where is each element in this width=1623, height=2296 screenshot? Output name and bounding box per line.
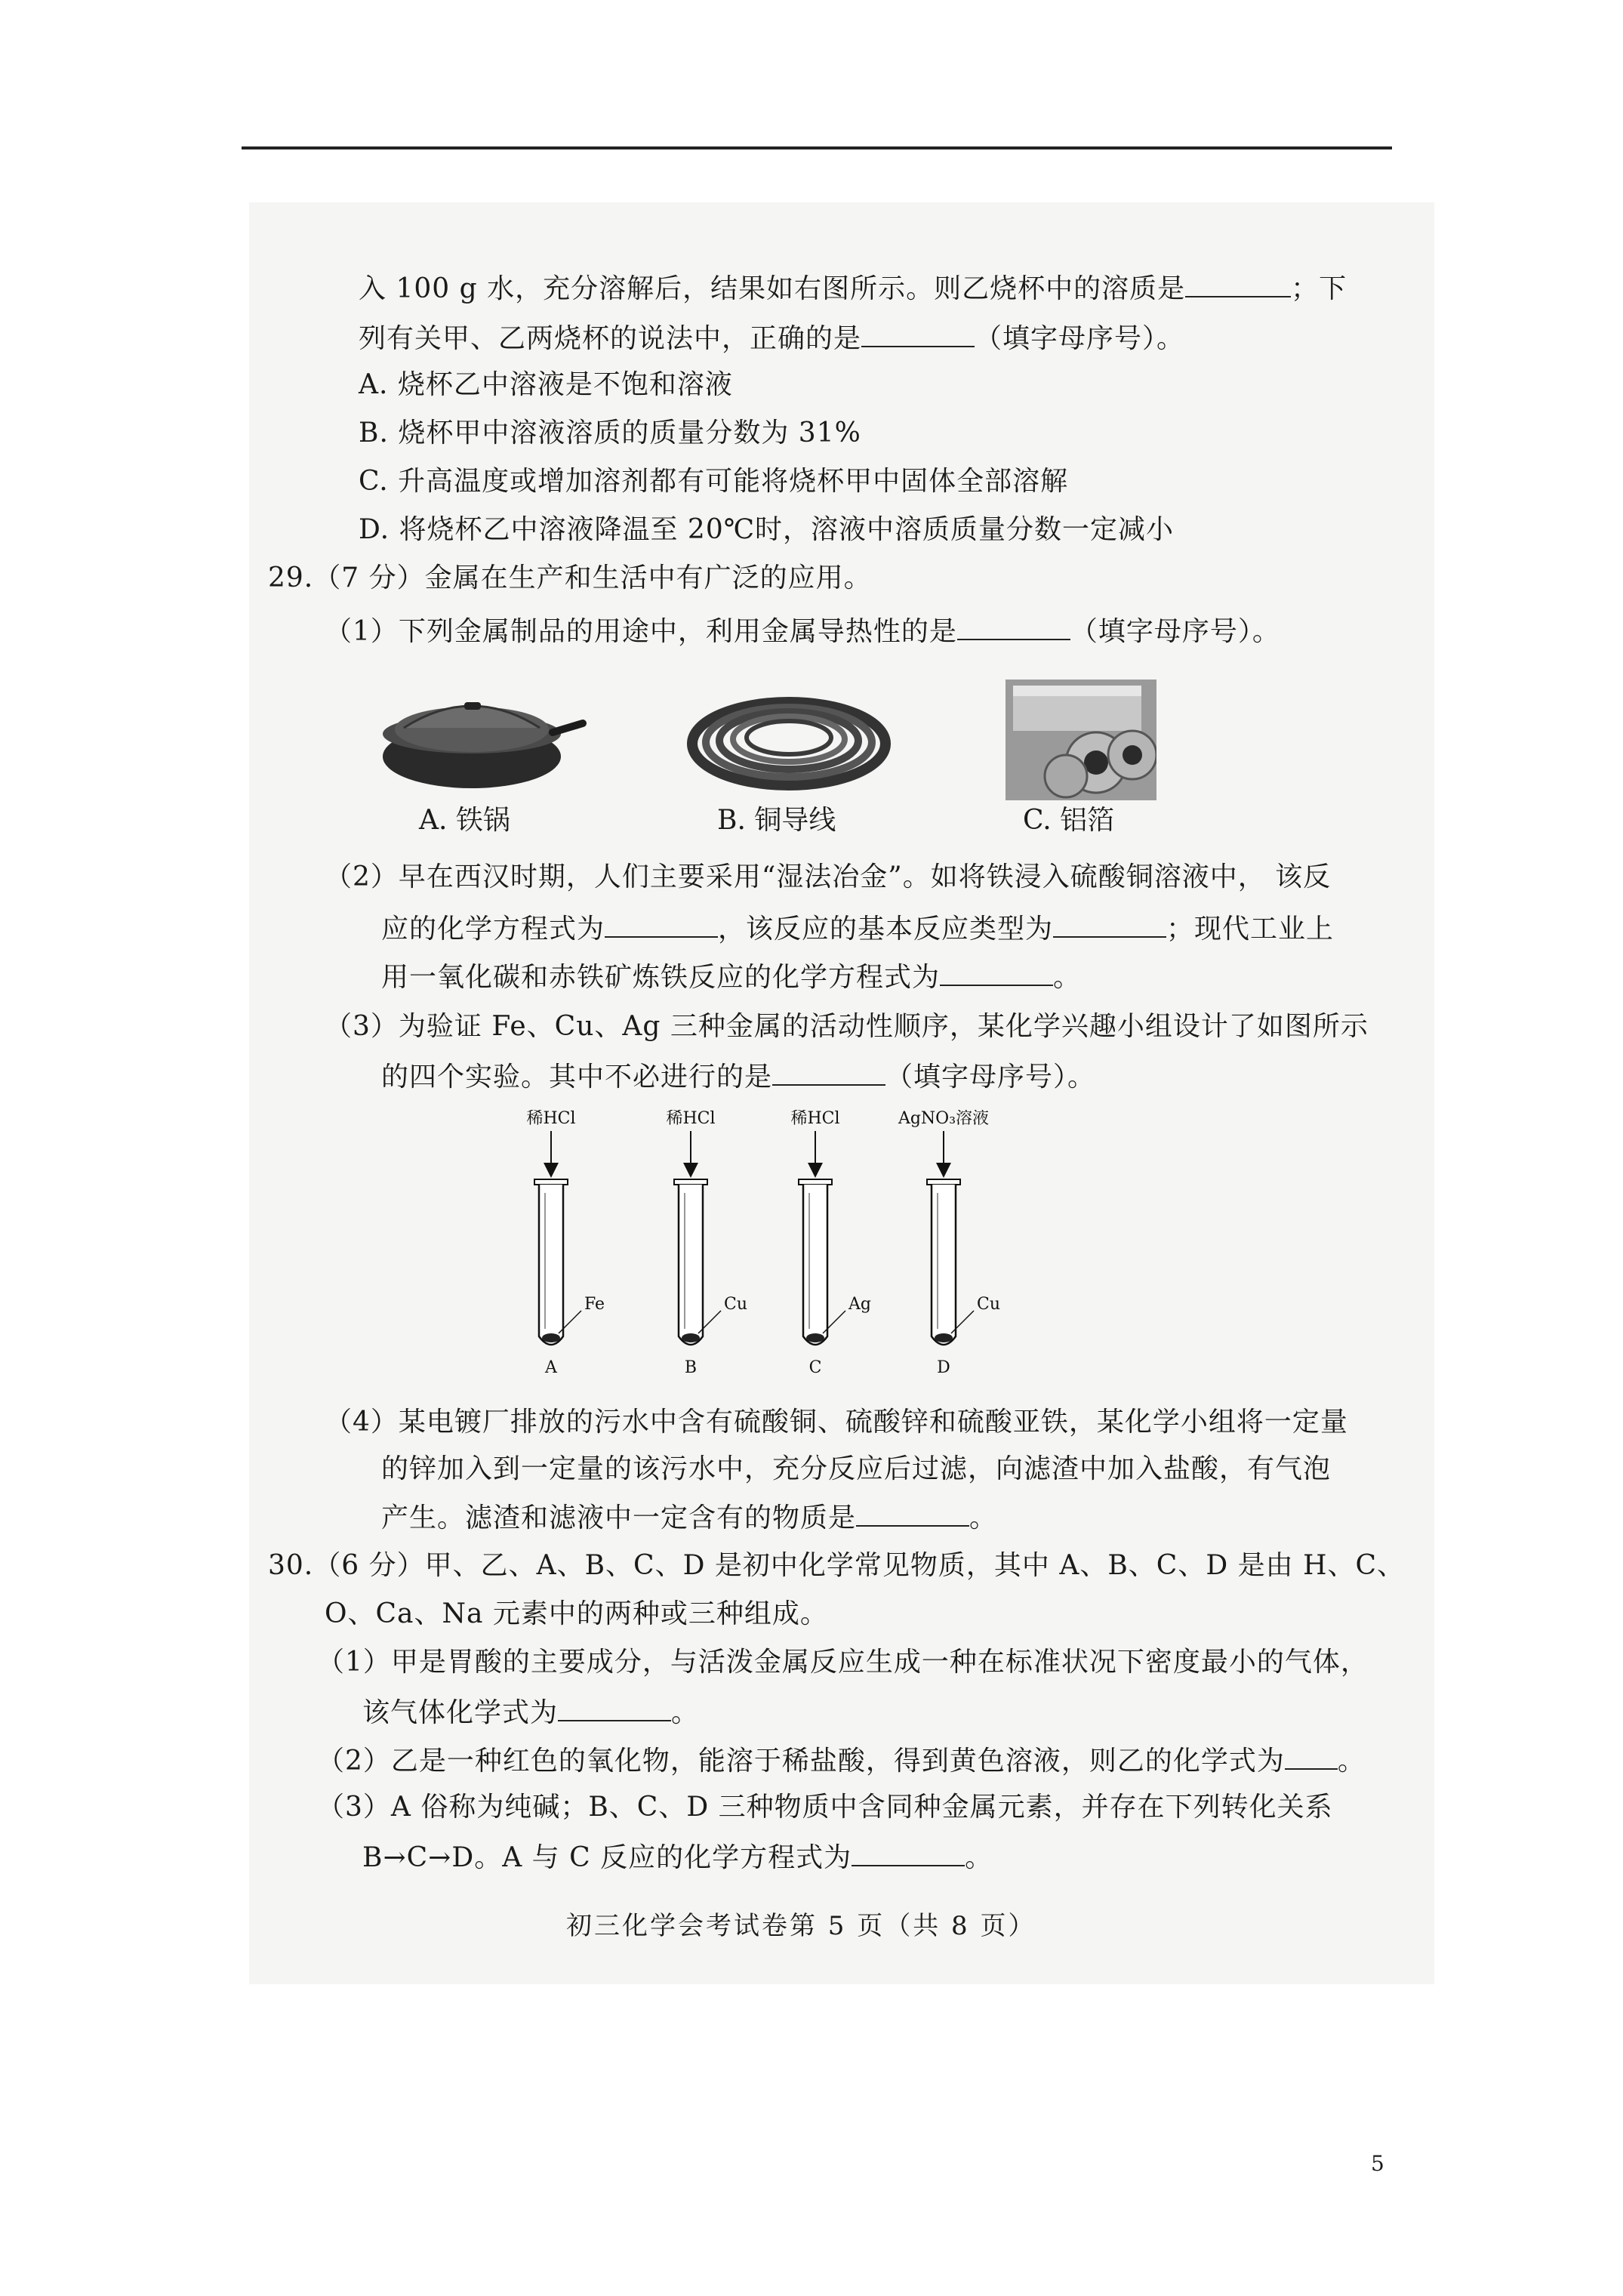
q29-part2-text-c: ；现代工业上 bbox=[1166, 914, 1335, 945]
q30-header-line2: O、Ca、Na 元素中的两种或三种组成。 bbox=[325, 1598, 828, 1629]
tube-metal-label: Cu bbox=[724, 1295, 748, 1314]
q28-line2-text: 列有关甲、乙两烧杯的说法中，正确的是 bbox=[359, 323, 862, 354]
answer-blank[interactable] bbox=[1053, 906, 1166, 938]
q30-part3-text: B→C→D。A 与 C 反应的化学方程式为 bbox=[362, 1842, 852, 1873]
q29-part3-line2 bbox=[381, 1054, 1095, 1099]
metal-sample bbox=[935, 1333, 953, 1342]
answer-blank[interactable] bbox=[772, 1054, 885, 1086]
q29-part4-line3 bbox=[381, 1495, 997, 1539]
q29-part2-text-e: 。 bbox=[1053, 962, 1082, 993]
tube-rim bbox=[927, 1179, 960, 1185]
tube-body bbox=[539, 1185, 563, 1345]
q29-part2-text-d: 用一氧化碳和赤铁矿炼铁反应的化学方程式为 bbox=[381, 962, 941, 993]
header-rule bbox=[242, 146, 1392, 149]
q29-part4-line2: 的锌加入到一定量的该污水中，充分反应后过滤，向滤渣中加入盐酸，有气泡 bbox=[381, 1453, 1332, 1484]
wok-icon bbox=[377, 687, 589, 800]
q29-part2-line2 bbox=[381, 906, 1334, 951]
test-tube-b bbox=[666, 1110, 747, 1377]
q29-part2-text-b: ，该反应的基本反应类型为 bbox=[718, 914, 1054, 945]
q29-part2-line3 bbox=[381, 954, 1081, 999]
q30-part1-text: 该气体化学式为 bbox=[362, 1697, 559, 1728]
q29-part1 bbox=[325, 609, 1280, 653]
tube-metal-label: Cu bbox=[977, 1295, 1001, 1314]
answer-blank[interactable] bbox=[957, 609, 1070, 640]
q28-line1-text: 入 100 g 水，充分溶解后，结果如右图所示。则乙烧杯中的溶质是 bbox=[359, 273, 1186, 304]
tube-metal-label: Ag bbox=[848, 1295, 871, 1314]
answer-blank[interactable] bbox=[1185, 266, 1291, 297]
metal-sample bbox=[542, 1333, 560, 1342]
q29-part4-line1: （4）某电镀厂排放的污水中含有硫酸铜、硫酸锌和硫酸亚铁，某化学小组将一定量 bbox=[325, 1407, 1348, 1438]
q30-part3-line2 bbox=[362, 1835, 993, 1879]
q30-part1-line2 bbox=[362, 1690, 699, 1734]
q29-part4-text: 产生。滤渣和滤液中一定含有的物质是 bbox=[381, 1502, 857, 1533]
tube-body bbox=[679, 1185, 703, 1345]
tube-rim bbox=[674, 1179, 707, 1185]
q28-line1-end: ；下 bbox=[1291, 273, 1347, 304]
q29-part4-end: 。 bbox=[969, 1502, 998, 1533]
tube-reagent-label: 稀HCl bbox=[666, 1110, 716, 1128]
q29-part3-line1: （3）为验证 Fe、Cu、Ag 三种金属的活动性顺序，某化学兴趣小组设计了如图所示 bbox=[325, 1011, 1369, 1042]
q28-option-c: C. 升高温度或增加溶剂都有可能将烧杯甲中固体全部溶解 bbox=[359, 466, 1069, 497]
q29-part1-text: （1）下列金属制品的用途中，利用金属导热性的是 bbox=[325, 616, 957, 647]
tube-body bbox=[803, 1185, 827, 1345]
page-number: 5 bbox=[1371, 2151, 1384, 2176]
tube-reagent-label: AgNO₃溶液 bbox=[898, 1110, 990, 1128]
test-tube-a bbox=[526, 1110, 605, 1377]
q30-part1-end: 。 bbox=[671, 1697, 700, 1728]
image-caption-c: C. 铝箔 bbox=[1023, 805, 1115, 836]
tube-letter-label: A bbox=[545, 1358, 557, 1377]
q30-header-line1: 30.（6 分）甲、乙、A、B、C、D 是初中化学常见物质，其中 A、B、C、D 是由 H、C、 bbox=[268, 1550, 1406, 1581]
test-tube-d bbox=[898, 1110, 1000, 1377]
tube-letter-label: D bbox=[937, 1358, 950, 1377]
q29-part3-end: （填字母序号）。 bbox=[885, 1062, 1096, 1093]
answer-blank[interactable] bbox=[861, 316, 975, 347]
q28-line2-end: （填字母序号）。 bbox=[975, 323, 1185, 354]
test-tube-c bbox=[790, 1110, 871, 1377]
q29-part2-text-a: 应的化学方程式为 bbox=[381, 914, 605, 945]
test-tube-diagram bbox=[521, 1110, 1095, 1382]
tube-metal-label: Fe bbox=[584, 1295, 605, 1314]
tube-rim bbox=[534, 1179, 568, 1185]
q28-option-b: B. 烧杯甲中溶液溶质的质量分数为 31% bbox=[359, 418, 861, 448]
answer-blank[interactable] bbox=[856, 1495, 969, 1527]
q29-header: 29.（7 分）金属在生产和生活中有广泛的应用。 bbox=[268, 562, 872, 593]
image-caption-b: B. 铜导线 bbox=[717, 805, 836, 836]
exam-footer-title: 初三化学会考试卷第 5 页（共 8 页） bbox=[566, 1911, 1036, 1941]
tube-reagent-label: 稀HCl bbox=[790, 1110, 840, 1128]
q28-option-d: D. 将烧杯乙中溶液降温至 20℃时，溶液中溶质质量分数一定减小 bbox=[359, 514, 1174, 545]
q30-part1-line1: （1）甲是胃酸的主要成分，与活泼金属反应生成一种在标准状况下密度最小的气体， bbox=[317, 1647, 1369, 1678]
image-caption-a: A. 铁锅 bbox=[419, 805, 510, 836]
q28-line-2 bbox=[359, 316, 1184, 360]
tube-body bbox=[932, 1185, 956, 1345]
answer-blank[interactable] bbox=[558, 1690, 671, 1721]
q30-part2-end: 。 bbox=[1337, 1746, 1366, 1777]
answer-blank[interactable] bbox=[940, 954, 1053, 986]
tube-letter-label: B bbox=[684, 1358, 698, 1377]
tube-rim bbox=[799, 1179, 832, 1185]
q28-option-a: A. 烧杯乙中溶液是不饱和溶液 bbox=[359, 369, 733, 400]
q28-line-1 bbox=[359, 266, 1347, 310]
answer-blank[interactable] bbox=[1285, 1738, 1338, 1770]
answer-blank[interactable] bbox=[852, 1835, 965, 1866]
q30-part3-end: 。 bbox=[965, 1842, 993, 1873]
q29-part1-end: （填字母序号）。 bbox=[1070, 616, 1280, 647]
metal-sample bbox=[806, 1333, 824, 1342]
q30-part3-line1: （3）A 俗称为纯碱；B、C、D 三种物质中含同种金属元素，并存在下列转化关系 bbox=[317, 1792, 1333, 1823]
q30-part2 bbox=[317, 1738, 1366, 1783]
metal-sample bbox=[682, 1333, 700, 1342]
q29-part3-text: 的四个实验。其中不必进行的是 bbox=[381, 1062, 773, 1093]
q29-part2-line1: （2）早在西汉时期，人们主要采用“湿法冶金”。如将铁浸入硫酸铜溶液中， 该反 bbox=[325, 861, 1332, 892]
q30-part2-text: （2）乙是一种红色的氧化物，能溶于稀盐酸，得到黄色溶液，则乙的化学式为 bbox=[317, 1746, 1285, 1777]
copper-wire-icon bbox=[683, 683, 895, 797]
tube-reagent-label: 稀HCl bbox=[526, 1110, 576, 1128]
answer-blank[interactable] bbox=[605, 906, 718, 938]
tube-letter-label: C bbox=[808, 1358, 822, 1377]
aluminum-foil-icon bbox=[1006, 680, 1156, 800]
